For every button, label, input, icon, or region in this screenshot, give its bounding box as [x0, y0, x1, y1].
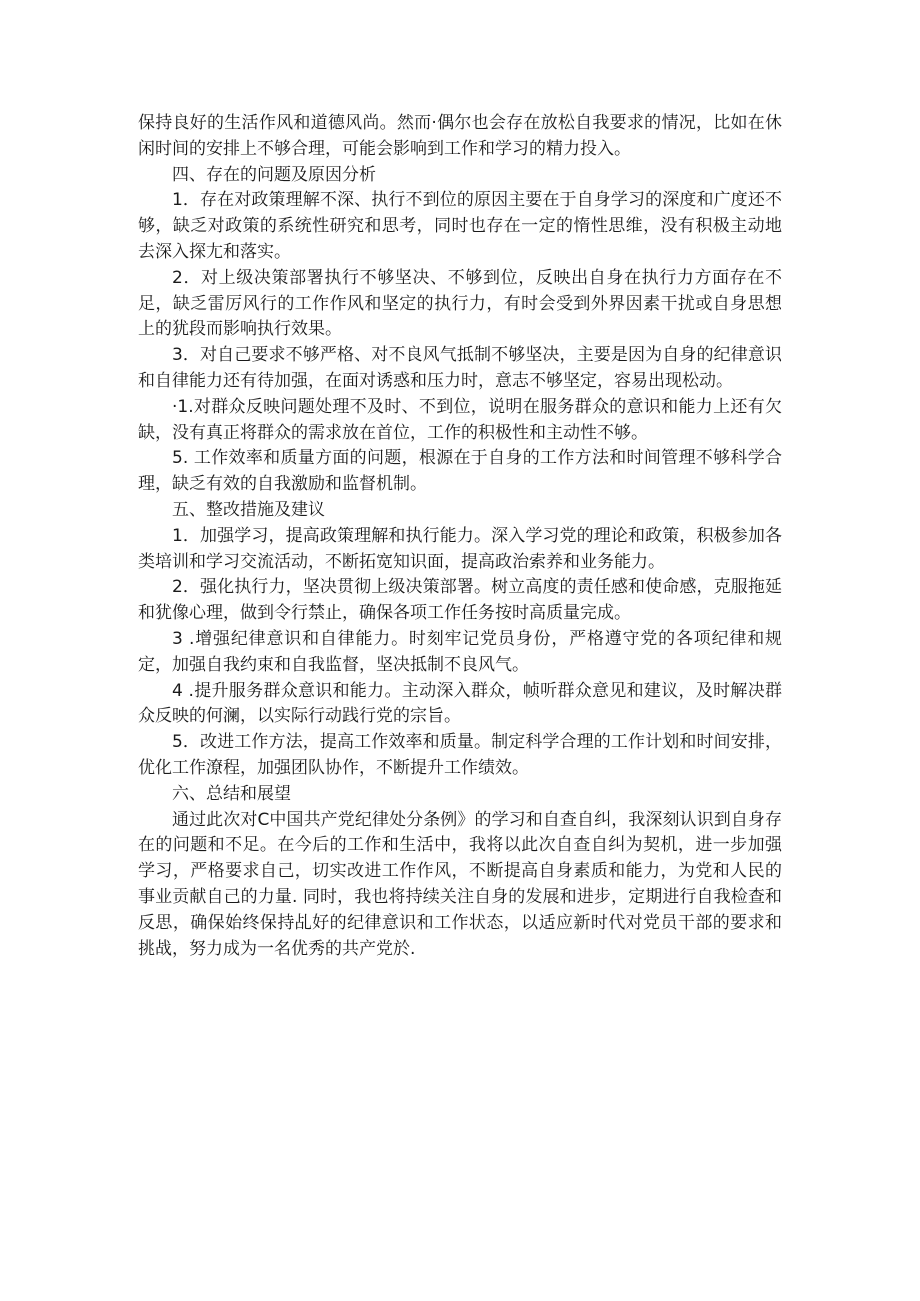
section5-item-3: 3 .增强纪律意识和自律能力。时刻牢记党员身份，严格遵守党的各项纪律和规定，加强自我约束和自我监督，坚决抵制不良风气。 [138, 628, 782, 675]
continuation-paragraph: 保持良好的生活作风和道德风尚。然而·偶尔也会存在放松自我要求的情况，比如在休闲时间的安排上不够合理，可能会影响到工作和学习的精力投入。 [138, 113, 782, 159]
section4-item-5: 5. 工作效率和质量方面的问题，根源在于自身的工作方法和时间管理不够科学合理，缺乏有效的自我激励和监督机制。 [138, 448, 782, 495]
section5-item-2: 2．强化执行力，坚决贯彻上级决策部署。树立高度的责任感和使命感，克服拖延和犹像心理，做到令行禁止，确保各项工作任务按时高质量完成。 [138, 577, 782, 624]
section4-item-2: 2．对上级决策部署执行不够坚决、不够到位，反映出自身在执行力方面存在不足，缺乏雷厉风行的工作作风和坚定的执行力，有时会受到外界因素干扰或自身思想上的犹段而影响执行效果。 [138, 267, 782, 340]
section5-item-5: 5．改进工作方法，提高工作效率和质量。制定科学合理的工作计划和时间安排，优化工作潦程，加强团队协作，不断提升工作绩效。 [138, 732, 782, 778]
section5-heading: 五、整改措施及建议 [172, 499, 325, 520]
section5-item-1: 1．加强学习，提高政策理解和执行能力。深入学习党的理论和政策，积极参加各类培训和学习交流活动，不断拓宽知识面，提高政治索养和业务能力。 [138, 525, 782, 572]
section4-item-4: ·1.对群众反映问题处理不及时、不到位，说明在服务群众的意识和能力上还有欠缺，没有真正将群众的需求放在首位，工作的积极性和主动性不够。 [138, 396, 782, 443]
document-page [138, 111, 782, 962]
section6-body: 通过此次对C中国共产党纪律处分条例》的学习和自查自纠，我深刻认识到自身存在的问题和不足。在今后的工作和生活中，我将以此次自查自纠为契机，进一步加强学习，严格要求自己，切实改进工作作风，不断提高自身素质和能力，为党和人民的事业贡献自己的力量. 同时，我也将持续关注自身的发展和进步，定期进行自我检查和反思，确保始终保持乩好的纪律意识和工作状态，以适应新时代对党员干部的要求和挑战，努力成为一名优秀的共产党於. [138, 809, 782, 959]
section4-item-1: 1．存在对政策理解不深、执行不到位的原因主要在于自身学习的深度和广度还不够，缺乏对政策的系统性研究和思考，同时也存在一定的惰性思维，没有积极主动地去深入探尢和落实。 [138, 190, 782, 262]
section4-heading: 四、存在的问题及原因分析 [172, 164, 376, 185]
section6-heading: 六、总结和展望 [172, 783, 291, 804]
section4-item-3: 3．对自己要求不够严格、对不良风气抵制不够坚决，主要是因为自身的纪律意识和自律能力还有待加强，在面对诱惑和压力时，意志不够坚定，容易出现松动。 [138, 345, 782, 391]
section5-item-4: 4 .提升服务群众意识和能力。主动深入群众，帧听群众意见和建议，及时解决群众反映的何澜，以实际行动践行党的宗旨。 [138, 680, 782, 727]
